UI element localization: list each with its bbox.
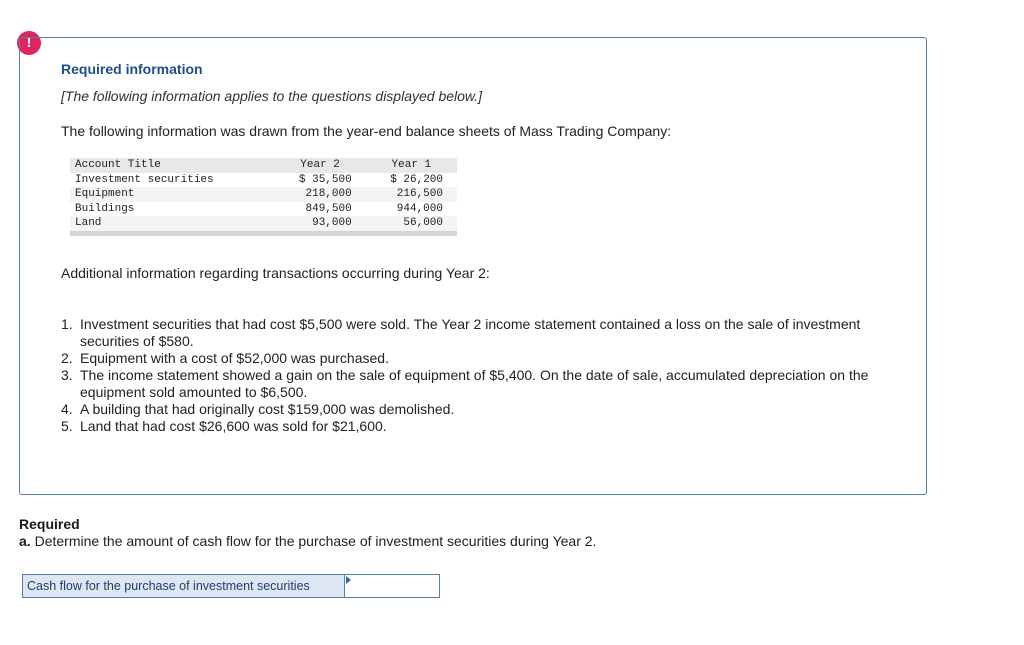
column-header-year-1: Year 1: [366, 158, 457, 173]
table-header-row: [70, 158, 457, 173]
column-header-year-2: Year 2: [274, 158, 365, 173]
cash-flow-input[interactable]: [345, 575, 439, 597]
year-2-cell: $ 35,500: [298, 173, 352, 186]
account-title-cell: Buildings: [75, 202, 135, 215]
list-item-text: Land that had cost $26,600 was sold for $21,600.: [80, 418, 387, 434]
transactions-list: [61, 316, 881, 435]
list-item: [61, 401, 881, 418]
question-text: Determine the amount of cash flow for the purchase of investment securities during Year 2.: [34, 533, 597, 549]
list-item-number: 4.: [61, 401, 73, 417]
column-header-account-title: Account Title: [70, 158, 274, 173]
list-item-text: The income statement showed a gain on the sale of equipment of $5,400. On the date of sale, accumulated depreciation on the equipment sold amounted to $6,500.: [80, 367, 869, 400]
intro-text: The following information was drawn from the year-end balance sheets of Mass Trading Company:: [61, 123, 672, 139]
list-item: [61, 418, 881, 435]
year-2-cell: 849,500: [305, 202, 352, 215]
table-row: [70, 216, 457, 231]
list-item-number: 3.: [61, 367, 73, 383]
required-question: [19, 533, 596, 549]
list-item: [61, 316, 881, 350]
info-note: [The following information applies to the questions displayed below.]: [61, 88, 483, 104]
year-1-cell: 216,500: [366, 187, 457, 202]
account-title-cell: Land: [70, 216, 274, 231]
required-information-title: Required information: [61, 61, 203, 77]
account-title-cell: Equipment: [70, 187, 274, 202]
list-item-number: 5.: [61, 418, 73, 434]
question-part-label: a.: [19, 533, 31, 549]
list-item: [61, 350, 881, 367]
additional-info-heading: Additional information regarding transactions occurring during Year 2:: [61, 265, 490, 281]
list-item-text: A building that had originally cost $159,000 was demolished.: [80, 401, 455, 417]
year-2-cell: 93,000: [274, 216, 365, 231]
list-item-text: Investment securities that had cost $5,500 were sold. The Year 2 income statement contained a loss on the sale of investment securities of $580.: [80, 316, 861, 349]
list-item-text: Equipment with a cost of $52,000 was purchased.: [80, 350, 389, 366]
table-row: [70, 187, 457, 202]
input-marker-icon: [346, 576, 351, 584]
alert-icon: !: [17, 31, 41, 55]
answer-row: [22, 574, 440, 598]
account-title-cell: Investment securities: [75, 173, 214, 186]
balance-sheet-table: [70, 158, 457, 236]
table-row: [70, 202, 457, 217]
required-heading: Required: [19, 516, 80, 532]
year-1-cell: 56,000: [366, 216, 457, 231]
list-item-number: 2.: [61, 350, 73, 366]
list-item: [61, 367, 881, 401]
list-item-number: 1.: [61, 316, 73, 332]
year-1-cell: $ 26,200: [390, 173, 443, 186]
table-footer-rule: [70, 231, 457, 236]
answer-input-cell[interactable]: [345, 574, 440, 598]
year-1-cell: 944,000: [396, 202, 443, 215]
year-2-cell: 218,000: [274, 187, 365, 202]
answer-label: Cash flow for the purchase of investment securities: [22, 574, 345, 598]
table-row: [70, 173, 457, 188]
